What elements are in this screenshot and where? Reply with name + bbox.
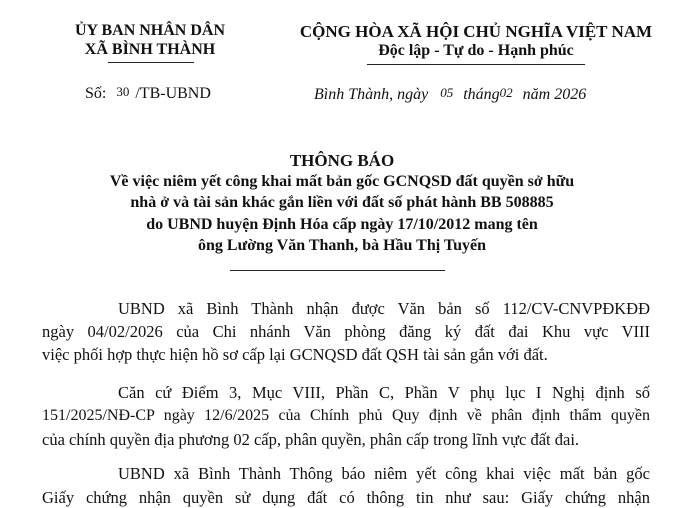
notice-subject-line-2: nhà ở và tài sản khác gắn liền với đất số phát hành BB 508885 — [130, 194, 554, 211]
notice-subject-line-3: do UBND huyện Định Hóa cấp ngày 17/10/2012 mang tên — [146, 216, 538, 233]
body-p2-line-3: của chính quyền địa phương 02 cấp, phân quyền, phân cấp trong lĩnh vực đất đai. — [42, 430, 580, 449]
national-title: CỘNG HÒA XÃ HỘI CHỦ NGHĨA VIỆT NAM — [299, 22, 653, 41]
motto-underline — [367, 64, 585, 65]
body-p1-line-2: ngày 04/02/2026 của Chi nhánh Văn phòng đăng ký đất đai Khu vực VIII — [42, 322, 650, 341]
notice-heading: THÔNG BÁO — [289, 151, 395, 170]
place-date — [314, 86, 586, 104]
title-divider — [230, 270, 445, 271]
notice-subject-line-1: Về việc niêm yết công khai mất bản gốc GCNQSD đất quyền sở hữu — [109, 173, 575, 190]
so-number: 30 — [116, 84, 130, 99]
notice-subject-line-4: ông Lường Văn Thanh, bà Hầu Thị Tuyến — [198, 237, 486, 254]
body-p3-line-2: Giấy chứng nhận quyền sử dụng đất có thông tin như sau: Giấy chứng nhận — [42, 488, 650, 507]
document-number — [85, 85, 211, 103]
national-motto: Độc lập - Tự do - Hạnh phúc — [378, 42, 574, 59]
issuer-underline — [108, 62, 194, 63]
body-p3-line-1: UBND xã Bình Thành Thông báo niêm yết công khai việc mất bản gốc — [118, 464, 650, 483]
issuer-line-2: XÃ BÌNH THÀNH — [84, 41, 216, 58]
so-label: Số: — [85, 85, 107, 102]
so-suffix: /TB-UBND — [135, 85, 211, 102]
body-p1-line-3: việc phối hợp thực hiện hồ sơ cấp lại GCNQSD đất QSH tài sản gắn với đất. — [42, 345, 548, 364]
date-day: 05 — [440, 85, 454, 100]
body-p2-line-2: 151/2025/NĐ-CP ngày 12/6/2025 của Chính phủ Quy định về phân định thẩm quyền — [42, 407, 650, 424]
issuer-line-1: ỦY BAN NHÂN DÂN — [74, 22, 226, 39]
date-month: 02 — [499, 85, 513, 100]
body-p2-line-1: Căn cứ Điểm 3, Mục VIII, Phần C, Phần V phụ lục I Nghị định số — [118, 383, 650, 402]
place-date-prefix: Bình Thành, ngày — [314, 86, 429, 103]
body-p1-line-1: UBND xã Bình Thành nhận được Văn bản số 112/CV-CNVPĐKĐĐ — [118, 299, 650, 318]
year-label: năm 2026 — [522, 86, 587, 103]
month-label: tháng — [463, 86, 500, 103]
